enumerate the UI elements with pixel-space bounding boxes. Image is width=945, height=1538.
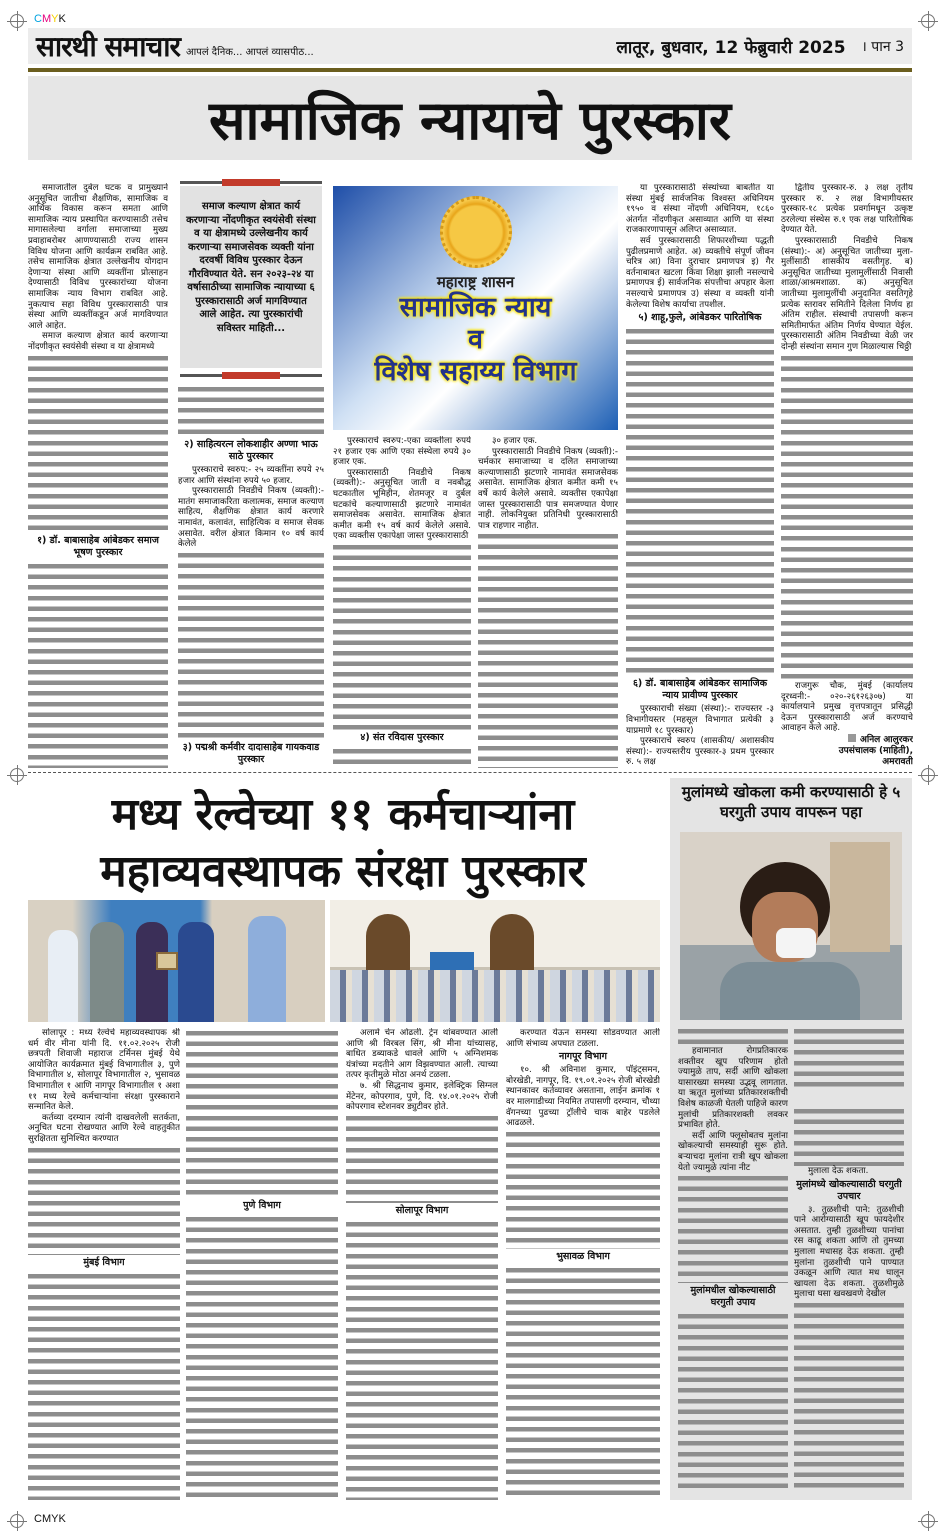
- text-continuation: [178, 550, 324, 740]
- subheading: ५) शाहू,फुले, आंबेडकर पारितोषिक: [638, 312, 762, 324]
- award-ceremony-photo: [28, 900, 325, 1022]
- main-headline: सामाजिक न्यायाचे पुरस्कार: [208, 89, 732, 152]
- article-column-3: [333, 436, 471, 768]
- subheading: मुलांमध्ये खोकल्यासाठी घरगुती उपचार: [796, 1178, 902, 1202]
- railway-headline: [28, 786, 658, 900]
- intro-box: समाज कल्याण क्षेत्रात कार्य करणाऱ्या नोंदणीकृत स्वयंसेवी संस्था व या क्षेत्रामध्ये उल्लेखनीय कार्य करणाऱ्या समाजसेवक व्यक्ती यांना दरवर्षी विविध पुरस्कार देऊन गौरविण्यात येते. सन २०२३-२४ या वर्षासाठीच्या सामाजिक न्यायाच्या ६ पुरस्कारासाठी अर्ज मागविण्यात आले आहेत. त्या पुरस्कारांची सविस्तर माहिती...: [180, 186, 322, 368]
- paragraph: राजगुरू चौक, मुंबई (कार्यालय दूरध्वनी:- ०२०-२६१२६३०७) या कार्यालयाने प्रमुख वृत्तपत्रातून प्रसिद्धी देऊन पुरस्कारासाठी अर्ज करण्याचे आवाहन केले आहे.: [781, 681, 913, 734]
- text-continuation: [186, 1028, 338, 1198]
- dateline: लातूर, बुधवार, 12 फेब्रुवारी 2025: [616, 37, 846, 58]
- paragraph: या पुरस्कारासाठी संस्थांच्या बाबतीत या संस्था मुंबई सार्वजनिक विश्वस्त अधिनियम १९५० व संस्था नोंदणी अधिनियम, १८६० अंतर्गत नोंदणीकृत असाव्यात आणि या संस्था राजकारणापासून अलिप्त असाव्यात.: [626, 183, 774, 236]
- paragraph: पुरस्कारासाठी निवडीचे निकष (व्यक्ती):- मातंग समाजाकरिता कलात्मक, समाज कल्याण साहित्य, शैक्षणिक क्षेत्रात कार्य करणारे नामावंत, कलावंत, साहित्यिक व समाज सेवक असावेत. वरील क्षेत्रात किमान १० वर्ष कार्य केलेले: [178, 486, 324, 550]
- paragraph: समाज कल्याण क्षेत्रात कार्य करणाऱ्या नोंदणीकृत स्वयंसेवी संस्था व या क्षेत्रामध्ये: [28, 331, 168, 352]
- child-coughing-photo: [680, 832, 902, 1020]
- box-rule: [180, 181, 322, 184]
- bullet-icon: [848, 734, 856, 742]
- paragraph: सर्दी आणि फ्लूसोबतच मुलांना खोकल्याची समस्याही सुरू होते. बऱ्याचदा मुलांना रात्री खूप खोकला येतो ज्यामुळे त्यांना नीट: [678, 1130, 788, 1173]
- author-name: अनिल आलुरकर: [859, 735, 913, 745]
- text-continuation: [28, 1271, 180, 1500]
- text-continuation: [28, 561, 168, 769]
- text-continuation: [346, 1113, 498, 1203]
- article-column-1: [28, 183, 168, 768]
- health-column-1: [678, 1026, 788, 1494]
- headline-line: मध्य रेल्वेच्या ११ कर्मचाऱ्यांना: [111, 789, 575, 840]
- subheading: नागपूर विभाग: [559, 1051, 607, 1063]
- text-continuation: [186, 1214, 338, 1500]
- text-continuation: [28, 353, 168, 533]
- masthead-rule: [28, 68, 912, 72]
- text-continuation: [794, 1026, 904, 1090]
- text-continuation: [626, 326, 774, 676]
- text-continuation: [678, 1026, 788, 1046]
- health-tips-box: [670, 778, 912, 1500]
- image-text: विशेष सहाय्य विभाग: [374, 356, 577, 387]
- state-seal-icon: [440, 196, 512, 268]
- subheading: पुणे विभाग: [243, 1200, 281, 1211]
- image-text: सामाजिक न्याय: [399, 292, 552, 323]
- paragraph: पुरस्काराचे स्वरुप (शासकीय/ अशासकीय संस्था):- राज्यस्तरीय पुरस्कार-३ प्रथम पुरस्कार रु. ५ लक्ष: [626, 736, 774, 768]
- page-number: । पान 3: [861, 38, 904, 55]
- paragraph: पुरस्काराची संख्या (संस्था):- राज्यस्तर -३ विभागीयस्तर (महसूल विभागात प्रत्येकी ३ याप्रमाणे १८ पुरस्कार): [626, 704, 774, 736]
- registration-mark-icon: [921, 1514, 935, 1528]
- text-continuation: [346, 1219, 498, 1500]
- paragraph: मुलाला देऊ शकता.: [808, 1166, 869, 1176]
- text-continuation: [794, 1106, 904, 1166]
- registration-mark-icon: [10, 14, 24, 28]
- subheading: १) डॉ. बाबासाहेब आंबेडकर समाज भूषण पुरस्कार: [37, 534, 159, 558]
- text-continuation: [506, 1129, 660, 1249]
- article-column-6: [781, 183, 913, 768]
- text-continuation: [678, 1173, 788, 1283]
- cmyk-mark: CMYK: [34, 1513, 66, 1525]
- tagline: आपलं दैनिक... आपलं व्यासपीठ...: [185, 47, 314, 58]
- author-place: अमरावती: [882, 757, 913, 767]
- paragraph: पुरस्कारासाठी निवडीचे निकष (संस्था):- अ) अनुसूचित जातीच्या मुला-मुलींसाठी शासकीय वसतीगृह. ब) अनुसूचित जातीच्या मुलामुलींसाठी निवासी शाळा/आश्रमशाळा. क) अनुसूचित जातीच्या मुलामुलींची अनुदानित वसतिगृहे प्रत्येक स्तरावर समितीने दिलेला निर्णय हा अंतिम राहील. संस्थाची तपासणी करून समितीमार्फत अंतिम निर्णय घेण्यात येईल. पुरस्कारासाठी अंतिम निवडीच्या वेळी जर दोन्ही संस्थांना समान गुण मिळाल्यास चिठ्ठी: [781, 235, 913, 352]
- box-rule: [180, 374, 322, 377]
- registration-mark-icon: [10, 768, 24, 782]
- railway-column-4: [506, 1028, 660, 1500]
- paragraph: सोलापूर : मध्य रेल्वेचे महाव्यवस्थापक श्री धर्म वीर मीना यांनी दि. ११.०२.२०२५ रोजी छत्रपती शिवाजी महाराज टर्मिनस मुंबई येथे आयोजित कार्यक्रमात मुंबई विभागातील ३, पुणे विभागातील ४, सोलापूर विभागातील २, भुसावळ विभागातील १ आणि नागपूर विभागातील १ अशा ११ मध्य रेल्वे कर्मचाऱ्यांना संरक्षा पुरस्काराने सन्मानित केले.: [28, 1028, 180, 1113]
- text-continuation: [506, 1265, 660, 1500]
- paragraph: पुरस्काराचे स्वरुप:- २५ व्यक्तींना रुपये २५ हजार आणि संस्थांना रुपये ५० हजार.: [178, 465, 324, 486]
- text-continuation: [178, 384, 324, 437]
- author-role: उपसंचालक (माहिती),: [838, 746, 913, 756]
- subheading: २) साहित्यरत्न लोकशाहीर अण्णा भाऊ साठे पुरस्कार: [184, 439, 318, 462]
- paragraph: सर्व पुरस्कारासाठी शिफारशीच्या पद्धती पुढीलप्रमाणे आहेत. अ) व्यक्तीचे संपूर्ण जीवन चरित्र आ) विना दुराचार प्रमाणपत्र इ) गैर वर्तनाबाबत खटला किंवा शिक्षा झाली नसल्याचे प्रमाणपत्र ई) सार्वजनिक संपत्तीचा अपहार केला नसल्याचे प्रमाणपत्र उ) संस्था व व्यक्ती यांनी केलेल्या विशेष कार्याचा तपशील.: [626, 235, 774, 310]
- paragraph: पुरस्काराचे स्वरुप:-एका व्यक्तीला रुपये २१ हजार एक आणि एका संस्थेला रुपये ३० हजार एक.: [333, 436, 471, 468]
- text-continuation: [478, 531, 618, 768]
- health-column-2: [794, 1026, 904, 1494]
- registration-mark-icon: [921, 768, 935, 782]
- paragraph: ७. श्री सिद्धनाथ कुमार, इलेक्ट्रिक सिग्नल मेंटेनर, कोपरगाव, पुणे, दि. १४.०१.२०२५ रोजी कोपरगाव स्टेशनवर ड्युटीवर होते.: [346, 1080, 498, 1113]
- paragraph: पुरस्कारासाठी निवडीचे निकष (व्यक्ती):- चर्मकार समाजाच्या व दलित समाजाच्या कल्याणासाठी झटणारे नामावंत समाजसेवक असावेत. सामाजिक क्षेत्रात कमीत कमी १५ वर्षे कार्य केलेले असावे. व्यक्तीस एकापेक्षा जास्त पुरस्कारासाठी पात्र समजण्यात येणार नाही. लोकनियुक्त प्रतिनिधी पुरस्कारासाठी पात्र राहणार नाहीत.: [478, 446, 618, 531]
- text-continuation: [794, 1300, 904, 1494]
- paragraph: ३. तुळशीची पाने: तुळशीची पाने आरोग्यासाठी खूप फायदेशीर असतात. तुम्ही तुळशीच्या पानांचा रस काढू शकता आणि तो तुमच्या मुलाला मधासह देऊ शकता. तुम्ही मुलांना तुळशीची पाने पाण्यात उकळून आणि त्यात मध घालून खायला देऊ शकता. तुळशीमुळे मुलाचा घसा खवखवणे देखील: [794, 1204, 904, 1300]
- paragraph: समाजातील दुर्बल घटक व प्रामुख्याने अनुसूचित जातीचा शैक्षणिक, सामाजिक व आर्थिक विकास करून समता आणि सामाजिक न्याय प्रस्थापित करण्यासाठी तसेच मागासलेल्या वर्गाला समाजाच्या मुख्य प्रवाहाबरोबर आणण्यासाठी राज्य शासन विविध योजना आणि कार्यक्रम राबवित आहे. तसेच सामाजिक क्षेत्रात उल्लेखनीय योगदान देणाऱ्या संस्था आणि व्यक्तींना प्रोत्साहन देण्यासाठी विविध पुरस्कारांच्या योजना सामाजिक न्याय विभाग राबवित आहे. नुकत्याच सहा विविध पुरस्कारासाठी पात्र संस्था आणि व्यक्तींकडून अर्ज मागविण्यात आले आहेत.: [28, 183, 168, 331]
- department-logo-image: [333, 186, 618, 430]
- subheading: सोलापूर विभाग: [395, 1204, 449, 1216]
- byline: [781, 734, 913, 746]
- article-column-4: [478, 436, 618, 768]
- text-continuation: [28, 1145, 180, 1255]
- railway-column-1: [28, 1028, 180, 1500]
- paragraph: पुरस्कारासाठी निवडीचे निकष (व्यक्ती):- अनुसूचित जाती व नवबौद्ध घटकातील भूमिहीन, शेतमजूर व दुर्बल घटकांचे कल्याणासाठी झटणारे नामावंत समाजसेवक असावेत. सामाजिक क्षेत्रात कमीत कमी १५ वर्ष कार्य केलेले असावे. एका व्यक्तीस एकापेक्षा जास्त पुरस्कारासाठी: [333, 467, 471, 542]
- image-text: व: [467, 324, 483, 355]
- article-column-2: [178, 384, 324, 768]
- railway-column-2: [186, 1028, 338, 1500]
- subheading: मुलांमधील खोकल्यासाठी घरगुती उपाय: [690, 1285, 776, 1309]
- masthead: [28, 28, 912, 64]
- group-photo: [330, 900, 660, 1022]
- paragraph: अलार्म चेन ओढली. ट्रेन थांबवण्यात आली आणि श्री विरबल सिंग, श्री मीना यांच्यासह, बाधित डब्याकडे धावले आणि ५ अग्निशमक यंत्रांच्या मदतीने आग विझवण्यात आली. त्याच्या तत्पर कृतीमुळे मोठा अनर्थ टळला.: [346, 1028, 498, 1081]
- paragraph: १०. श्री अविनाश कुमार, पॉइंट्समन, बोरखेडी, नागपूर, दि. १९.०१.२०२५ रोजी बोरखेडी स्थानकावर कर्तव्यावर असताना, लाईन क्रमांक १ वर मालगाडीच्या नियमित तपासणी दरम्यान, चौथ्या वॅगनच्या पुढच्या ट्रॉलीचे चाक बाहेर पडलेले आढळले.: [506, 1065, 660, 1129]
- headline-band: [28, 76, 912, 160]
- paragraph: ३० हजार एक.: [492, 436, 538, 446]
- paragraph: हवामानात रोगप्रतिकारक शक्तीवर खूप परिणाम होतो ज्यामुळे ताप, सर्दी आणि खोकला यासारख्या समस्या उद्भवू लागतात. या ऋतूत मुलांच्या प्रतिकारशक्तीची विशेष काळजी घेतली पाहिजे कारण मुलांची प्रतिकारशक्ती लवकर प्रभावित होते.: [678, 1046, 788, 1131]
- section-divider: [28, 772, 912, 773]
- cmyk-mark: CMYK: [34, 13, 66, 25]
- paragraph: करण्यात येऊन समस्या सोडवण्यात आली आणि संभाव्य अपघात टळला.: [506, 1028, 660, 1049]
- subheading: ३) पद्मश्री कर्मवीर दादासाहेब गायकवाड पुरस्कार: [182, 742, 320, 765]
- subheading: भुसावळ विभाग: [556, 1250, 610, 1262]
- subheading: ६) डॉ. बाबासाहेब आंबेडकर सामाजिक न्याय प्रावीण्य पुरस्कार: [632, 678, 767, 702]
- health-headline: मुलांमध्ये खोकला कमी करण्यासाठी हे ५ घरगुती उपाय वापरून पहा: [681, 783, 901, 821]
- paragraph: कर्तव्या दरम्यान त्यांनी दाखवलेली सतर्कता, अनुचित घटना रोखण्यात आणि रेल्वे वाहतुकीत सुरक्षितता सुनिश्चित करण्यात: [28, 1112, 180, 1144]
- paragraph: द्वितीय पुरस्कार-रु. ३ लक्ष तृतीय पुरस्कार रु. २ लक्ष विभागीयस्तर पुरस्कार-१८ प्रत्येक प्रवर्गामधून उत्कृष्ट ठरलेल्या संस्थेस रु.१ एक लक्ष पारितोषिक देण्यात येते.: [781, 183, 913, 236]
- text-continuation: [333, 542, 471, 730]
- text-continuation: [333, 746, 471, 768]
- railway-column-3: [346, 1028, 498, 1500]
- subheading: मुंबई विभाग: [83, 1256, 125, 1268]
- subheading: ४) संत रविदास पुरस्कार: [360, 732, 444, 743]
- registration-mark-icon: [921, 14, 935, 28]
- newspaper-title: सारथी समाचार: [36, 30, 180, 63]
- article-column-5: [626, 183, 774, 768]
- headline-line: महाव्यवस्थापक संरक्षा पुरस्कार: [100, 846, 586, 897]
- text-continuation: [781, 353, 913, 682]
- text-continuation: [678, 1311, 788, 1494]
- image-text: महाराष्ट्र शासन: [436, 273, 515, 291]
- registration-mark-icon: [10, 1514, 24, 1528]
